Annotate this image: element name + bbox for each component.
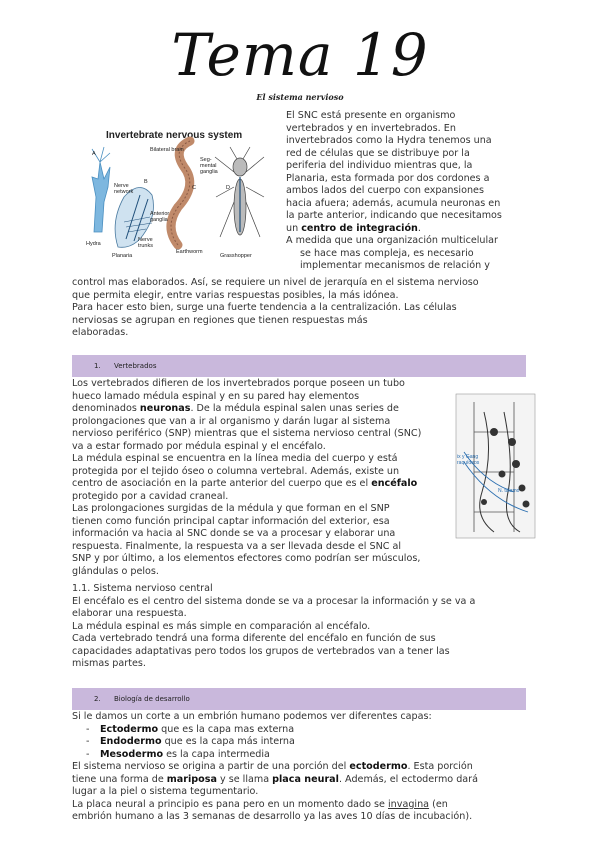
section1-text: Los vertebrados difieren de los invertebrados porque poseen un tubo hueco lamado médula espinal y en su pared hay elementos denominados neuronas. De la médula espinal salen unas series de prolongaciones que van a ir al organismo y darán lugar al sistema nervioso periférico (SNP) mientras que el sistema nervioso central (SNC) va a estar formado por médula espinal y el encéfalo. La médula espinal se encuentra en la línea media del cuerpo y está protegida por el tejido óseo o columna vertebral. Además, existe un centro de asociación en la parte anterior del cuerpo que es el encéfalo protegido por a cavidad craneal. Las prolongaciones surgidas de la médula y que forman en el SNP tienen como función principal captar información del exterior, esa información va hacia al SNC donde se va a procesar y elaborar una respuesta. Finalmente, la respuesta va a ser llevada desde el SNC al SNP y por último, a los elementos efectores como podrían ser músculos, glándulas o pelos. [72,378,422,577]
label-hydra: Hydra [86,241,101,247]
label-segmental-ganglia: Seg-mental ganglia [200,157,218,175]
intro-line: un centro de integración. [286,222,421,234]
label-b: B [144,179,148,185]
label-earthworm: Earthworm [176,249,203,255]
intro-line: periferia del individuo mientras que, la [286,160,473,171]
label-nerve-network: Nerve network [114,183,134,195]
label-c: C [192,185,196,191]
intro-line: hacia afuera; además, acumula neuronas en [286,197,501,209]
list-item: - Mesodermo es la capa intermedia [90,749,532,762]
section-number: 1. [94,362,101,370]
label-anterior-ganglia: Anterior ganglia [150,211,170,223]
term-centro-integracion: centro de integración [301,222,418,234]
figure-title: Invertebrate nervous system [106,130,243,141]
section-number: 2. [94,695,101,703]
grasshopper-illustration [215,147,264,237]
term-ectodermo: ectodermo [349,761,408,772]
intro-line: red de células que se distribuye por la [286,147,470,159]
term-placa-neural: placa neural [272,773,339,785]
intro-line: El SNC está presente en organismo [286,110,456,121]
label-d: D [226,185,230,191]
intro-right-column [286,110,526,273]
list-item: - Ectodermo que es la capa mas externa [90,724,532,737]
section2-text: Si le damos un corte a un embrión humano podemos ver diferentes capas: - Ectodermo que es la capa mas externa - Endodermo que es la capa más interna - Mesodermo es la capa intermedia El sistema nervioso se origina a partir de una porción del ectodermo. Esta porción tiene una forma de mariposa y se llama placa neural. Además, el ectodermo dará lugar a la piel o sistema tegumentario. La placa neural a principio es pana pero en un momento dado se invagina (en embrión humano a las 3 semanas de desarrollo ya las aves 10 días de incubación). [72,711,532,824]
section1-subsection: 1.1. Sistema nervioso central El encéfalo es el centro del sistema donde se va a procesar la información y se va a elaborar una respuesta. La médula espinal es más simple en comparación al encéfalo. Cada vertebrado tendrá una forma diferente del encéfalo en función de sus capacidades adaptativas pero todos los grupos de vertebrados van a tener las mismas partes. [72,583,532,671]
term-encefalo: encéfalo [371,478,418,489]
section-label: Biología de desarrollo [114,695,190,703]
section-label: Vertebrados [114,362,157,370]
page-subtitle: El sistema nervioso [256,92,344,102]
diagram-label-talamo: N. tálamo [498,488,520,494]
label-grasshopper: Grasshopper [220,253,252,259]
diagram-label-ganglia: ix y Gang raquídeos [457,454,480,466]
invertebrate-nervous-system-figure [80,127,266,259]
page-title: Tema 19 [171,21,429,89]
intro-line: A medida que una organización multicelular [286,235,498,246]
label-nerve-trunks: Nerve trunks [138,237,153,249]
intro-line: ambos lados del cuerpo con expansiones [286,185,484,196]
earthworm-illustration [171,141,190,245]
intro-full-width: control mas elaborados. Así, se requiere un nivel de jerarquía en el sistema nervioso que permita elegir, entre varias respuestas posibles, la más idónea. Para hacer esto bien, surge una fuerte tendencia a la centralización. Las células nerviosas se agrupan en regiones que tienen respuestas más elaboradas. [72,277,479,338]
term-mariposa: mariposa [166,773,217,785]
hydra-illustration [92,147,110,232]
section-header-vertebrados [72,355,526,377]
term-invagina: invagina [388,798,430,810]
label-a: A [92,151,96,157]
intro-line: vertebrados y en invertebrados. En [286,122,456,134]
term-neuronas: neuronas [139,403,191,414]
intro-line: la parte anterior, indicando que necesitamos [286,210,502,221]
label-bilateral-brain: Bilateral brain [150,147,184,153]
list-item: - Endodermo que es la capa más interna [90,736,532,749]
intro-line: invertebrados como la Hydra tenemos una [286,135,492,146]
subsection-heading: 1.1. Sistema nervioso central [72,583,213,594]
label-planaria: Planaria [112,253,133,259]
intro-line: Planaria, esta formada por dos cordones a [286,172,490,184]
intro-line: implementar mecanismos de relación y [300,260,490,271]
layers-list [72,724,532,762]
section-header-biologia-desarrollo [72,688,526,710]
intro-line: se hace mas compleja, es necesario [300,247,474,259]
